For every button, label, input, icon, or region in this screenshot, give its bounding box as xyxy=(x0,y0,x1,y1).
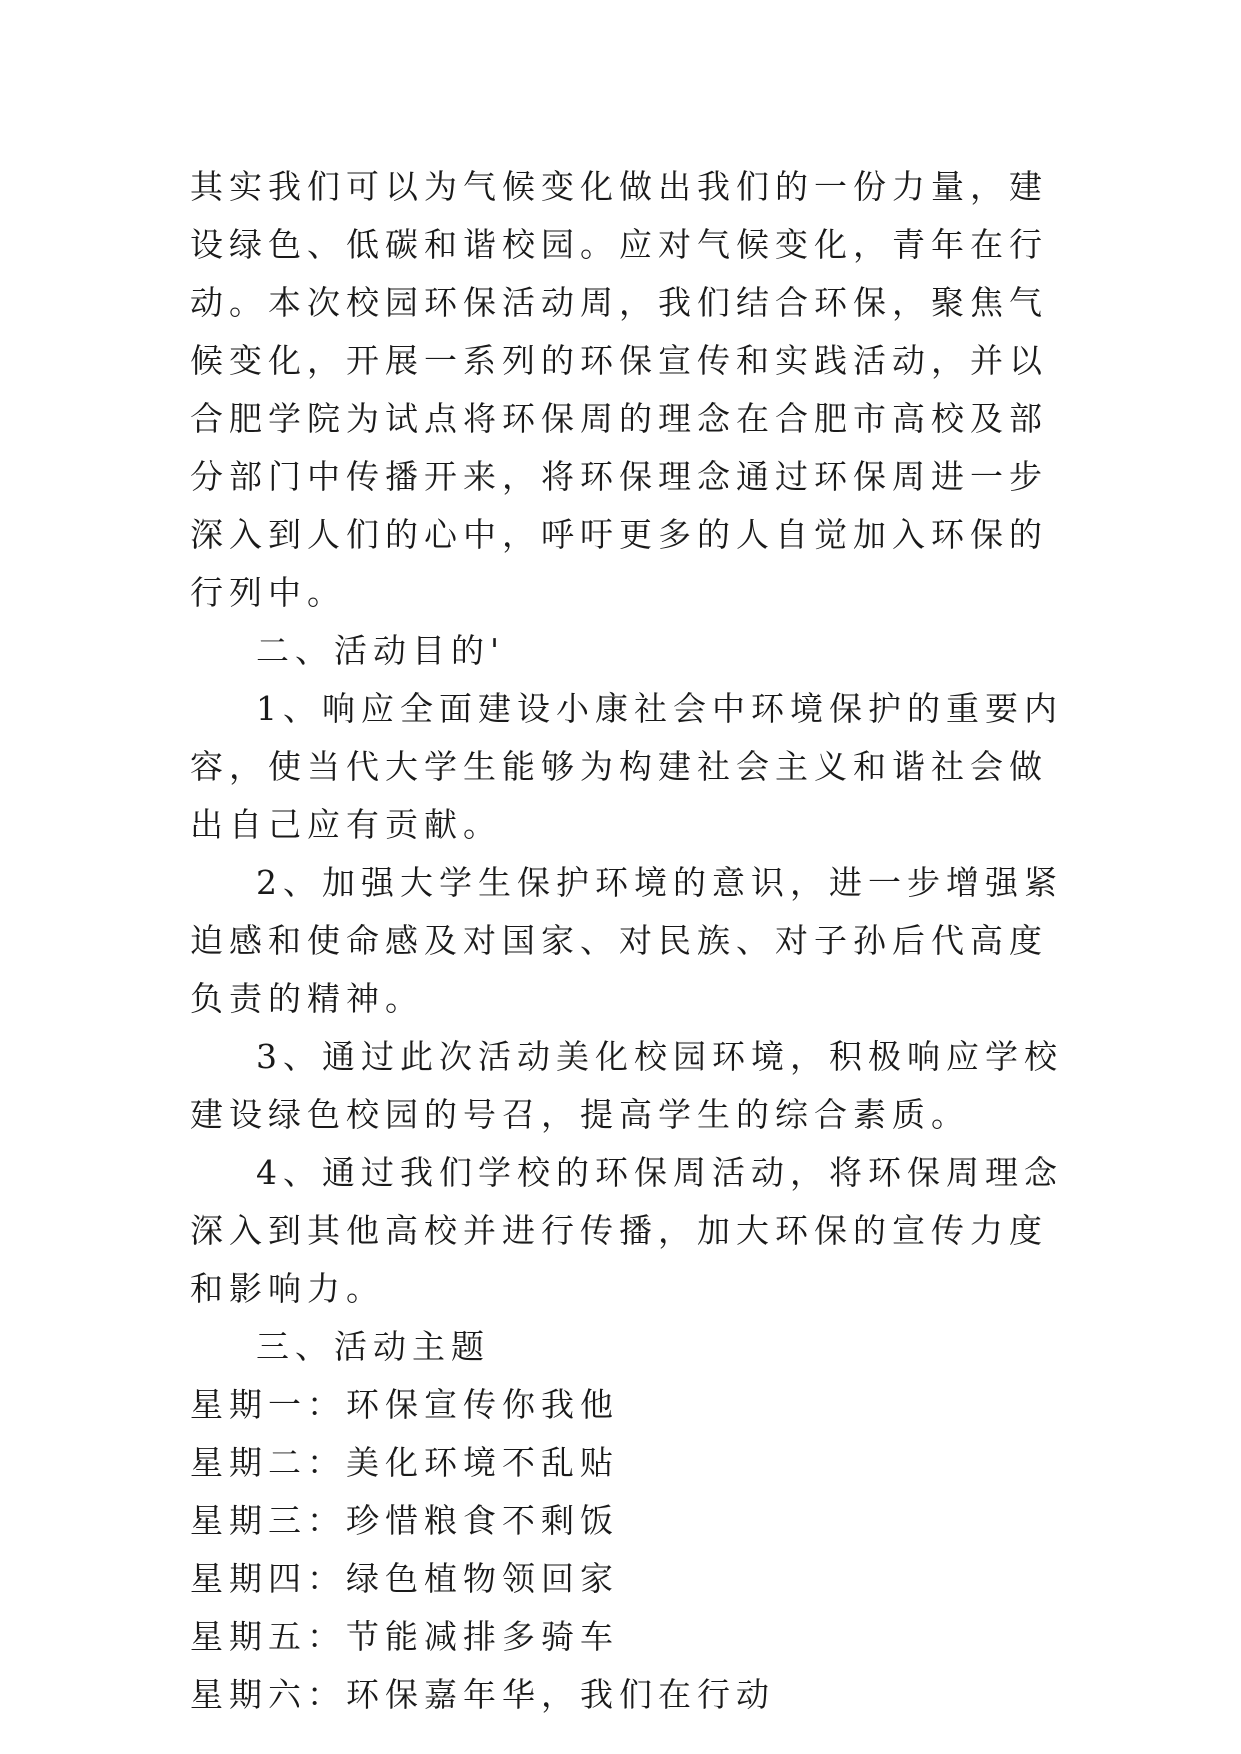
intro-paragraph: 其实我们可以为气候变化做出我们的一份力量，建设绿色、低碳和谐校园。应对气候变化，青年在行动。本次校园环保活动周，我们结合环保，聚焦气候变化，开展一系列的环保宣传和实践活动，并以合肥学院为试点将环保周的理念在合肥市高校及部分部门中传播开来，将环保理念通过环保周进一步深入到人们的心中，呼吁更多的人自觉加入环保的行列中。 xyxy=(190,167,1048,612)
section-heading-goals: 二、活动目的' xyxy=(256,631,506,670)
goal-item: 4、通过我们学校的环保周活动，将环保周理念深入到其他高校并进行传播，加大环保的宣传力度和影响力。 xyxy=(190,1153,1063,1308)
goal-item: 1、响应全面建设小康社会中环境保护的重要内容，使当代大学生能够为构建社会主义和谐社会做出自己应有贡献。 xyxy=(190,689,1063,844)
schedule-item-thursday: 星期四：绿色植物领回家 xyxy=(190,1559,619,1598)
goal-item: 2、加强大学生保护环境的意识，进一步增强紧迫感和使命感及对国家、对民族、对子孙后代高度负责的精神。 xyxy=(190,863,1063,1018)
goal-item: 3、通过此次活动美化校园环境，积极响应学校建设绿色校园的号召，提高学生的综合素质。 xyxy=(190,1037,1063,1134)
schedule-item-monday: 星期一：环保宣传你我他 xyxy=(190,1385,619,1424)
schedule-item-friday: 星期五：节能减排多骑车 xyxy=(190,1617,619,1656)
schedule-item-saturday: 星期六：环保嘉年华，我们在行动 xyxy=(190,1675,775,1714)
schedule-item-wednesday: 星期三：珍惜粮食不剩饭 xyxy=(190,1501,619,1540)
document-body xyxy=(190,158,1075,1724)
schedule-item-tuesday: 星期二：美化环境不乱贴 xyxy=(190,1443,619,1482)
section-heading-themes: 三、活动主题 xyxy=(256,1327,490,1366)
